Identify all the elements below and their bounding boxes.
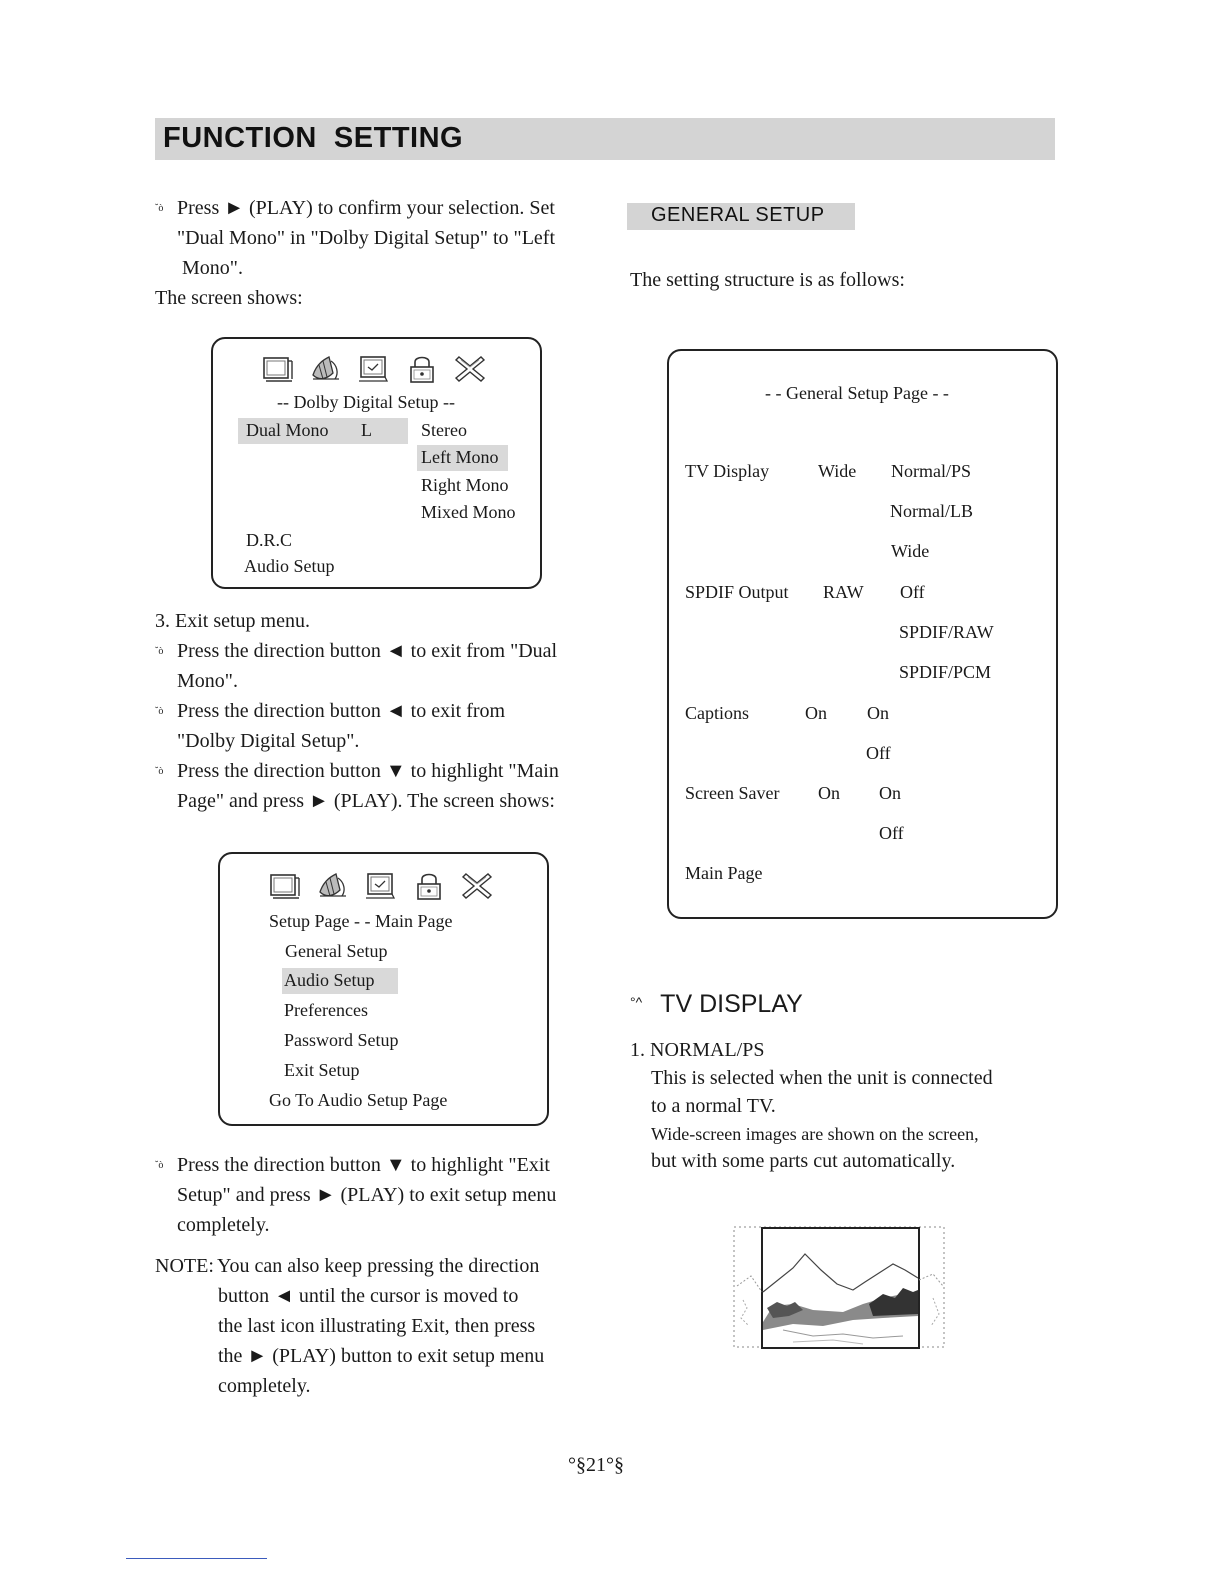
bullet-marker: ˘ò xyxy=(155,203,164,214)
page-number: °§21°§ xyxy=(568,1454,624,1476)
section-header-bar xyxy=(155,118,1055,160)
video-icon xyxy=(357,353,391,385)
note-line: completely. xyxy=(218,1375,311,1397)
lock-icon xyxy=(405,353,439,385)
intro-line: Mono". xyxy=(177,257,243,279)
spdif-output-label: SPDIF Output xyxy=(685,582,789,602)
tv-screen-icon xyxy=(268,870,302,902)
speaker-icon xyxy=(316,870,350,902)
dual-mono-value: L xyxy=(361,420,372,440)
video-icon xyxy=(364,870,398,902)
option-mixed-mono[interactable]: Mixed Mono xyxy=(421,502,516,522)
step3-line: Page" and press ► (PLAY). The screen shows: xyxy=(177,790,555,812)
screen-saver-label: Screen Saver xyxy=(685,783,780,803)
structure-text: The setting structure is as follows: xyxy=(630,269,905,291)
tv-screen-icon xyxy=(261,353,295,385)
step3-line: Press the direction button ◄ to exit from "Dual xyxy=(177,640,558,662)
main-setup-screen xyxy=(218,852,549,1126)
normal-ps-heading: 1. NORMAL/PS xyxy=(630,1039,765,1061)
tv-display-heading xyxy=(630,990,803,1019)
bullet-marker: ˘ò xyxy=(155,646,164,657)
exit-icon xyxy=(460,870,494,902)
note-line: the ► (PLAY) button to exit setup menu xyxy=(218,1345,545,1367)
exit-line: Setup" and press ► (PLAY) to exit setup menu xyxy=(177,1184,557,1206)
main-screen-title: Setup Page - - Main Page xyxy=(269,911,453,931)
step3-line: Press the direction button ◄ to exit from xyxy=(177,700,506,722)
footer-rule xyxy=(126,1558,267,1559)
structure-title: - - General Setup Page - - xyxy=(765,383,949,403)
captions-label: Captions xyxy=(685,703,750,723)
drc-item[interactable]: D.R.C xyxy=(246,530,293,550)
menu-item-general-setup[interactable]: General Setup xyxy=(285,941,388,961)
bullet-marker: ˘ò xyxy=(155,1160,164,1171)
main-screen-footer: Go To Audio Setup Page xyxy=(269,1090,448,1110)
bullet-marker: ˘ò xyxy=(155,766,164,777)
menu-item-audio-setup: Audio Setup xyxy=(284,970,375,990)
general-setup-label-bar xyxy=(627,203,855,230)
dolby-setup-screen xyxy=(211,337,542,589)
option-right-mono[interactable]: Right Mono xyxy=(421,475,509,495)
screen-saver-option: Off xyxy=(879,823,904,843)
menu-icon-row xyxy=(268,870,494,902)
lock-icon xyxy=(412,870,446,902)
intro-line: "Dual Mono" in "Dolby Digital Setup" to "Left xyxy=(177,227,556,249)
exit-line: completely. xyxy=(177,1214,270,1236)
tv-display-title: TV DISPLAY xyxy=(660,990,803,1018)
step3-line: "Dolby Digital Setup". xyxy=(177,730,360,752)
exit-icon xyxy=(453,353,487,385)
note-line: the last icon illustrating Exit, then press xyxy=(218,1315,536,1337)
intro-line: Press ► (PLAY) to confirm your selection. Set xyxy=(177,197,555,219)
menu-item-preferences[interactable]: Preferences xyxy=(284,1000,368,1020)
dual-mono-row[interactable] xyxy=(238,418,408,444)
screen-shows-text: The screen shows: xyxy=(155,287,303,309)
bullet-marker: ˘ò xyxy=(155,706,164,717)
option-left-mono: Left Mono xyxy=(421,447,499,467)
pan-scan-illustration xyxy=(733,1226,945,1350)
general-setup-label: GENERAL SETUP xyxy=(651,204,825,226)
tv-display-current: Wide xyxy=(818,461,857,481)
screen-saver-current: On xyxy=(818,783,840,803)
screen-saver-option: On xyxy=(879,783,901,803)
tv-display-option: Normal/PS xyxy=(891,461,972,481)
dual-mono-label: Dual Mono xyxy=(246,420,329,440)
tv-display-label: TV Display xyxy=(685,461,770,481)
option-left-mono-highlight[interactable] xyxy=(417,445,508,471)
step3-heading: 3. Exit setup menu. xyxy=(155,610,310,632)
menu-item-audio-setup-highlight[interactable] xyxy=(282,968,398,994)
spdif-output-option: SPDIF/RAW xyxy=(899,622,994,642)
spdif-output-option: Off xyxy=(900,582,925,602)
tv-display-line: but with some parts cut automatically. xyxy=(651,1150,956,1172)
main-page-label: Main Page xyxy=(685,863,763,883)
spdif-output-current: RAW xyxy=(823,582,864,602)
dolby-title: -- Dolby Digital Setup -- xyxy=(277,392,455,412)
note-line: button ◄ until the cursor is moved to xyxy=(218,1285,519,1307)
note-label: NOTE: xyxy=(155,1255,214,1277)
heading-marker: °^ xyxy=(630,994,643,1010)
section-title: FUNCTION SETTING xyxy=(163,122,464,154)
tv-display-option: Normal/LB xyxy=(890,501,973,521)
spdif-output-option: SPDIF/PCM xyxy=(899,662,992,682)
menu-item-password-setup[interactable]: Password Setup xyxy=(284,1030,399,1050)
option-stereo[interactable]: Stereo xyxy=(421,420,467,440)
captions-option: On xyxy=(867,703,889,723)
step3-line: Mono". xyxy=(177,670,238,692)
note-line: You can also keep pressing the direction xyxy=(217,1255,540,1277)
tv-display-line: This is selected when the unit is connected xyxy=(651,1067,993,1089)
captions-current: On xyxy=(805,703,827,723)
captions-option: Off xyxy=(866,743,891,763)
tv-display-option: Wide xyxy=(891,541,930,561)
speaker-icon xyxy=(309,353,343,385)
step3-line: Press the direction button ▼ to highlight "Main xyxy=(177,760,559,782)
audio-setup-item[interactable]: Audio Setup xyxy=(244,556,335,576)
menu-item-exit-setup[interactable]: Exit Setup xyxy=(284,1060,360,1080)
general-setup-structure-box xyxy=(667,349,1058,919)
exit-line: Press the direction button ▼ to highlight "Exit xyxy=(177,1154,550,1176)
tv-display-line: to a normal TV. xyxy=(651,1095,776,1117)
menu-icon-row xyxy=(261,353,487,385)
tv-display-line: Wide-screen images are shown on the screen, xyxy=(651,1124,979,1144)
